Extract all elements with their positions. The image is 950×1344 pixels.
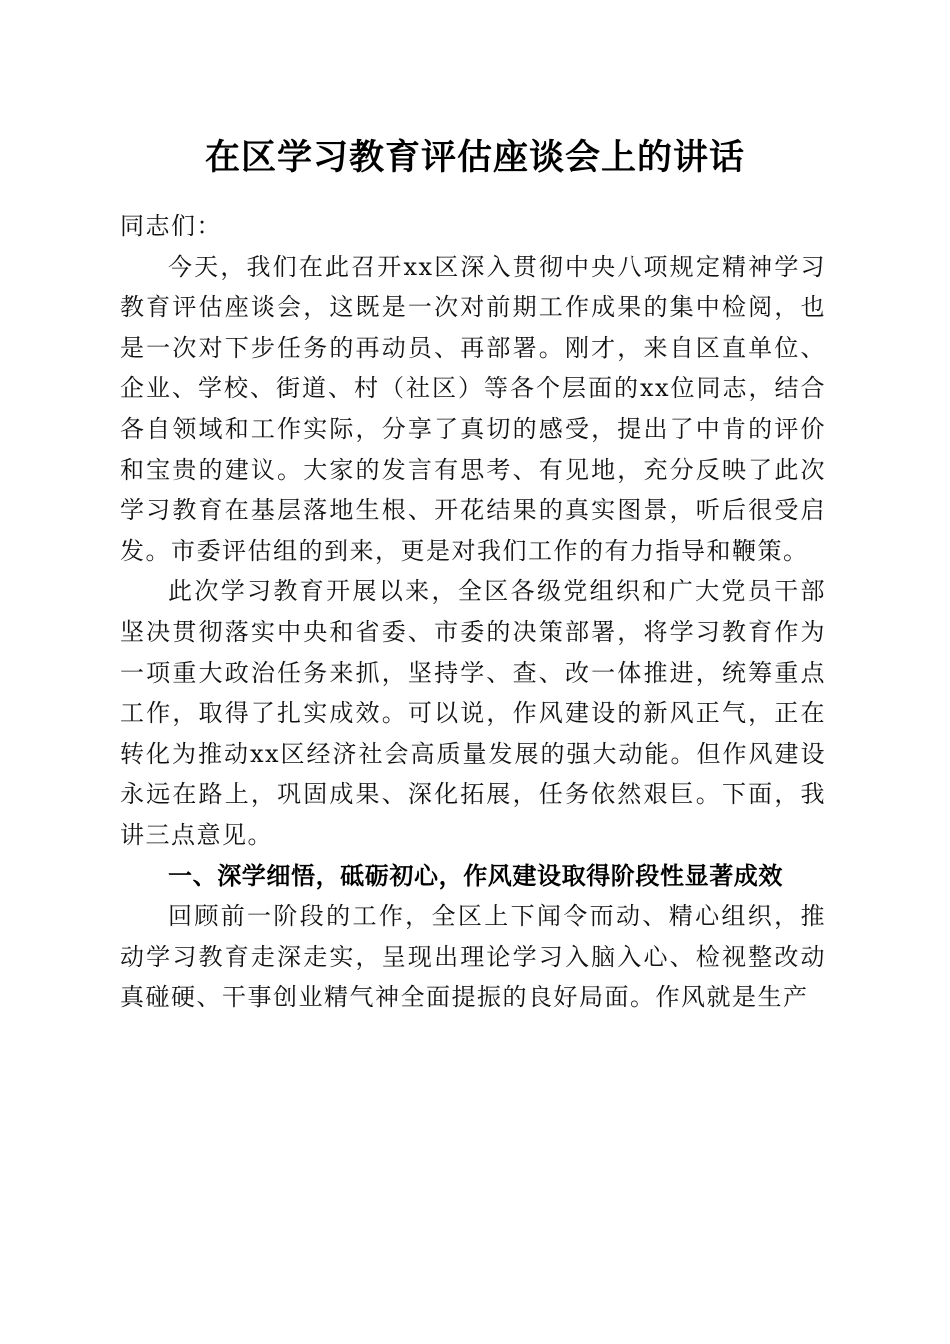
document-title: 在区学习教育评估座谈会上的讲话: [204, 137, 745, 178]
document-body: [120, 206, 826, 1018]
section-heading-one: 一、深学细悟，砥砺初心，作风建设取得阶段性显著成效: [168, 861, 783, 890]
paragraph-progress: 此次学习教育开展以来，全区各级党组织和广大党员干部坚决贯彻落实中央和省委、市委的决策部署，将学习教育作为一项重大政治任务来抓，坚持学、查、改一体推进，统筹重点工作，取得了扎实成效。可以说，作风建设的新风正气，正在转化为推动xx区经济社会高质量发展的强大动能。但作风建设永远在路上，巩固成果、深化拓展，任务依然艰巨。下面，我讲三点意见。: [120, 577, 826, 849]
paragraph-opening: 今天，我们在此召开xx区深入贯彻中央八项规定精神学习教育评估座谈会，这既是一次对前期工作成果的集中检阅，也是一次对下步任务的再动员、再部署。刚才，来自区直单位、企业、学校、街道、村（社区）等各个层面的xx位同志，结合各自领域和工作实际，分享了真切的感受，提出了中肯的评价和宝贵的建议。大家的发言有思考、有见地，充分反映了此次学习教育在基层落地生根、开花结果的真实图景，听后很受启发。市委评估组的到来，更是对我们工作的有力指导和鞭策。: [120, 252, 826, 565]
salutation: 同志们：: [120, 212, 222, 240]
paragraph-section-one: 回顾前一阶段的工作，全区上下闻令而动、精心组织，推动学习教育走深走实，呈现出理论学习入脑入心、检视整改动真碰硬、干事创业精气神全面提振的良好局面。作风就是生产: [120, 902, 826, 1012]
